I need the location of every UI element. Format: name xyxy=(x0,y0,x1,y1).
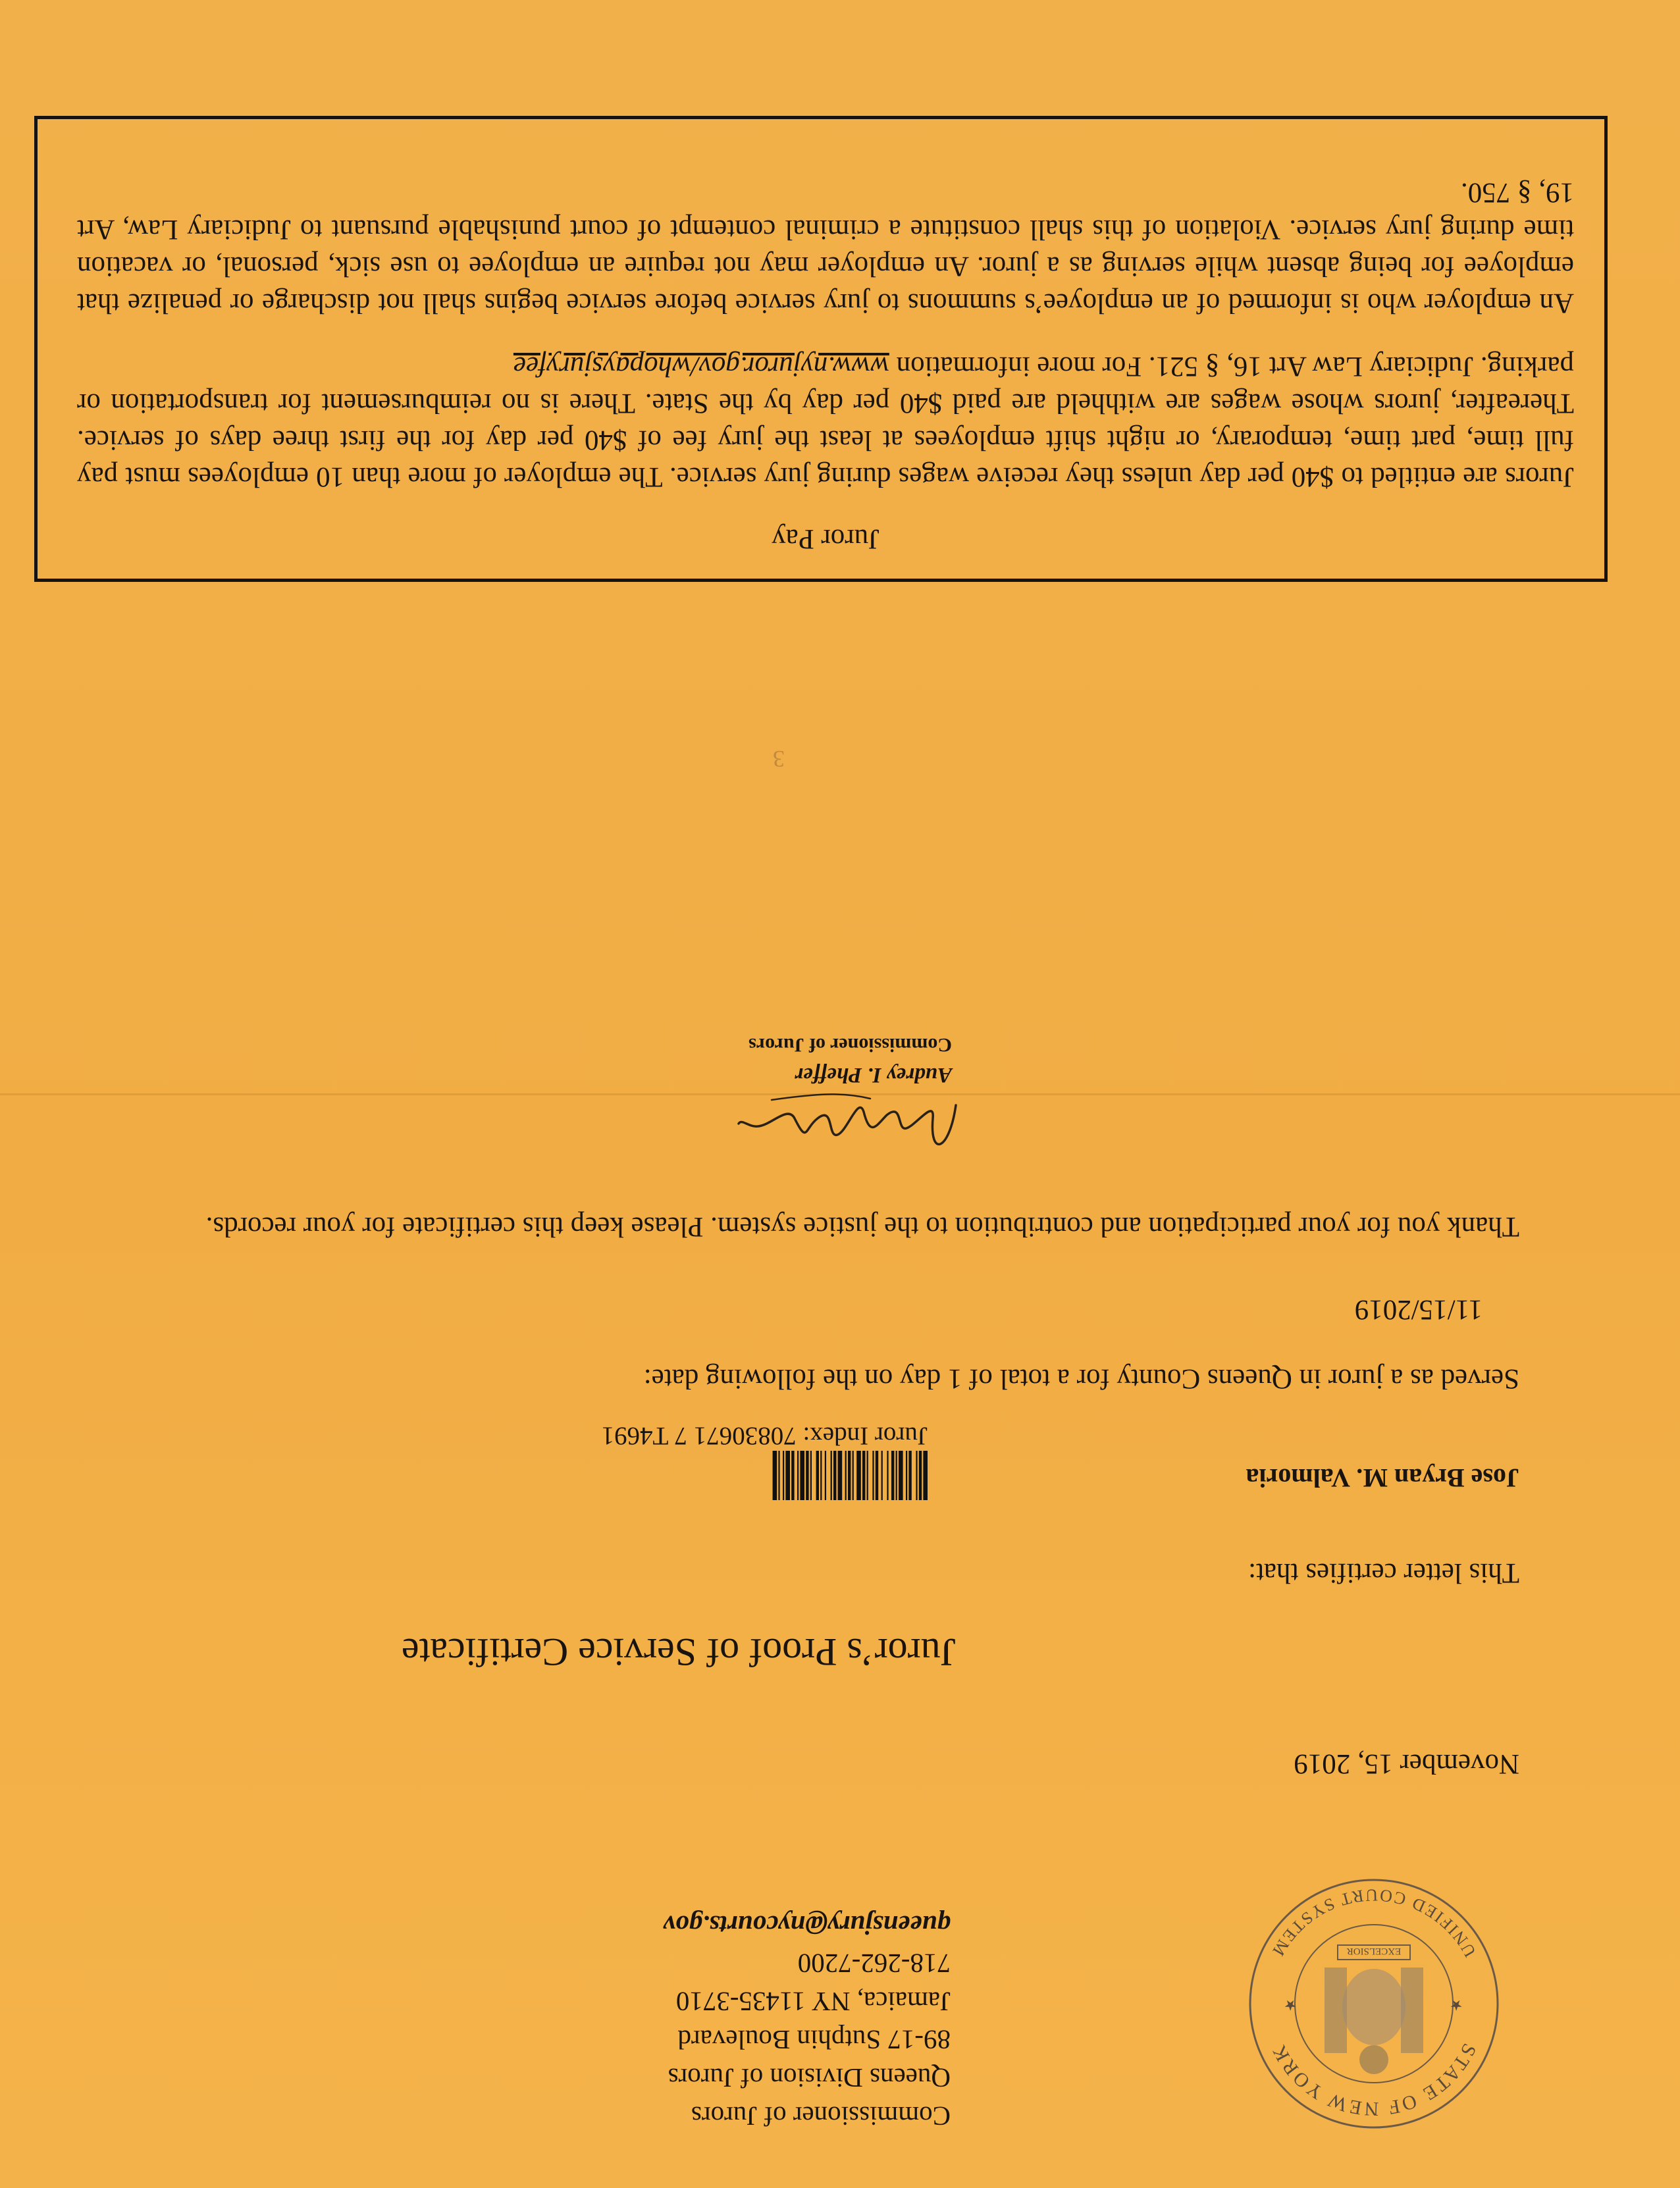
barcode-bar xyxy=(872,1451,874,1500)
barcode-bar xyxy=(833,1451,836,1500)
barcode-bar xyxy=(806,1451,808,1500)
barcode-bar xyxy=(891,1451,894,1500)
service-statement: Served as a juror in Queens County for a total of 1 day on the following date: xyxy=(643,1363,1519,1394)
barcode-bar xyxy=(881,1451,883,1500)
svg-text:EXCELSIOR: EXCELSIOR xyxy=(1346,1946,1402,1956)
barcode-bar xyxy=(778,1451,779,1500)
barcode-bar xyxy=(856,1451,861,1500)
barcode-bar xyxy=(899,1451,903,1500)
barcode-bar xyxy=(785,1451,790,1500)
juror-index xyxy=(602,1421,928,1451)
barcode-bar xyxy=(887,1451,888,1500)
barcode-bar xyxy=(820,1451,822,1500)
barcode-bar xyxy=(845,1451,847,1500)
sender-email: queensjury@nycourts.gov xyxy=(663,1910,951,1941)
barcode-bar xyxy=(919,1451,922,1500)
juror-name: Jose Bryan M. Valmoria xyxy=(1246,1463,1519,1493)
barcode-bar xyxy=(791,1451,794,1500)
juror-pay-heading: Juror Pay xyxy=(772,523,879,554)
signer-title: Commissioner of Jurors xyxy=(748,1034,952,1056)
barcode-bar xyxy=(916,1451,917,1500)
certificate-title: Juror’s Proof of Service Certificate xyxy=(402,1630,956,1674)
sender-phone: 718-262-7200 xyxy=(797,1948,951,1979)
barcode-bar xyxy=(862,1451,865,1500)
barcode-bar xyxy=(825,1451,826,1500)
barcode-bar xyxy=(923,1451,928,1500)
sender-address xyxy=(664,1906,951,2135)
barcode-bar xyxy=(810,1451,812,1500)
barcode-bar xyxy=(816,1451,819,1500)
barcode-bar xyxy=(797,1451,799,1500)
sender-line-3: 89-17 Sutphin Boulevard xyxy=(677,2025,951,2055)
sender-line-2: Queens Division of Jurors xyxy=(668,2063,951,2093)
handwritten-mark: 3 xyxy=(773,746,785,772)
barcode-bar xyxy=(838,1451,843,1500)
barcode-bar xyxy=(853,1451,854,1500)
service-date: 11/15/2019 xyxy=(1354,1294,1483,1325)
barcode-bar xyxy=(906,1451,907,1500)
svg-text:★: ★ xyxy=(1450,1997,1463,2014)
juror-index-value: 70830671 7 T4691 xyxy=(601,1422,797,1450)
juror-pay-text-1: Jurors are entitled to $40 per day unless they receive wages during jury service. The employer of more than 10 employees must pay full time, part time, temporary, or night shift employees at least the jury fee of $40 per day for the first three days of service. Thereafter, jurors whose wages are withheld are paid $40 per day by the State. There is no reimbursement for transportation or parking. Judiciary Law Art 16, § 521. For more information xyxy=(77,351,1574,492)
barcode-bar xyxy=(773,1451,777,1500)
signer-name: Audrey I. Pheffer xyxy=(795,1063,952,1087)
juror-pay-paragraph-2: An employer who is informed of an employee’s summons to jury service before service begins shall not discharge or penalize that employee for being absent while serving as a juror. An employer may not require an employee to use sick, personal, or vacation time during jury service. Violation of this shall constitute a criminal contempt of court punishable pursuant to Judiciary Law, Art 19, § 750. xyxy=(77,177,1574,319)
handwritten-signature xyxy=(732,1079,969,1164)
barcode-bar xyxy=(896,1451,897,1500)
letter-date: November 15, 2019 xyxy=(1294,1748,1519,1779)
court-seal xyxy=(1246,1875,1502,2132)
barcode-bar xyxy=(876,1451,878,1500)
barcode-bar xyxy=(867,1451,868,1500)
barcode-bar xyxy=(848,1451,851,1500)
sender-line-4: Jamaica, NY 11435-3710 xyxy=(675,1987,951,2017)
barcode xyxy=(648,1451,928,1500)
barcode-bar xyxy=(783,1451,784,1500)
svg-text:UNIFIED COURT SYSTEM: UNIFIED COURT SYSTEM xyxy=(1268,1885,1480,1961)
barcode-bar xyxy=(908,1451,911,1500)
certifies-line: This letter certifies that: xyxy=(1248,1557,1519,1588)
svg-text:STATE OF NEW YORK: STATE OF NEW YORK xyxy=(1267,2040,1481,2120)
svg-text:★: ★ xyxy=(1284,1997,1297,2014)
thank-you-text: Thank you for your participation and contribution to the justice system. Please keep this certificate for your records. xyxy=(205,1211,1519,1242)
barcode-bar xyxy=(831,1451,832,1500)
juror-index-label: Juror Index: xyxy=(802,1422,928,1450)
barcode-bar xyxy=(800,1451,804,1500)
juror-pay-box xyxy=(34,116,1608,582)
juror-pay-paragraph-1 xyxy=(77,348,1574,495)
sender-line-1: Commissioner of Jurors xyxy=(691,2101,951,2131)
juror-fee-url[interactable]: www.nyjuror.gov/whopaysjuryfee xyxy=(513,351,889,382)
